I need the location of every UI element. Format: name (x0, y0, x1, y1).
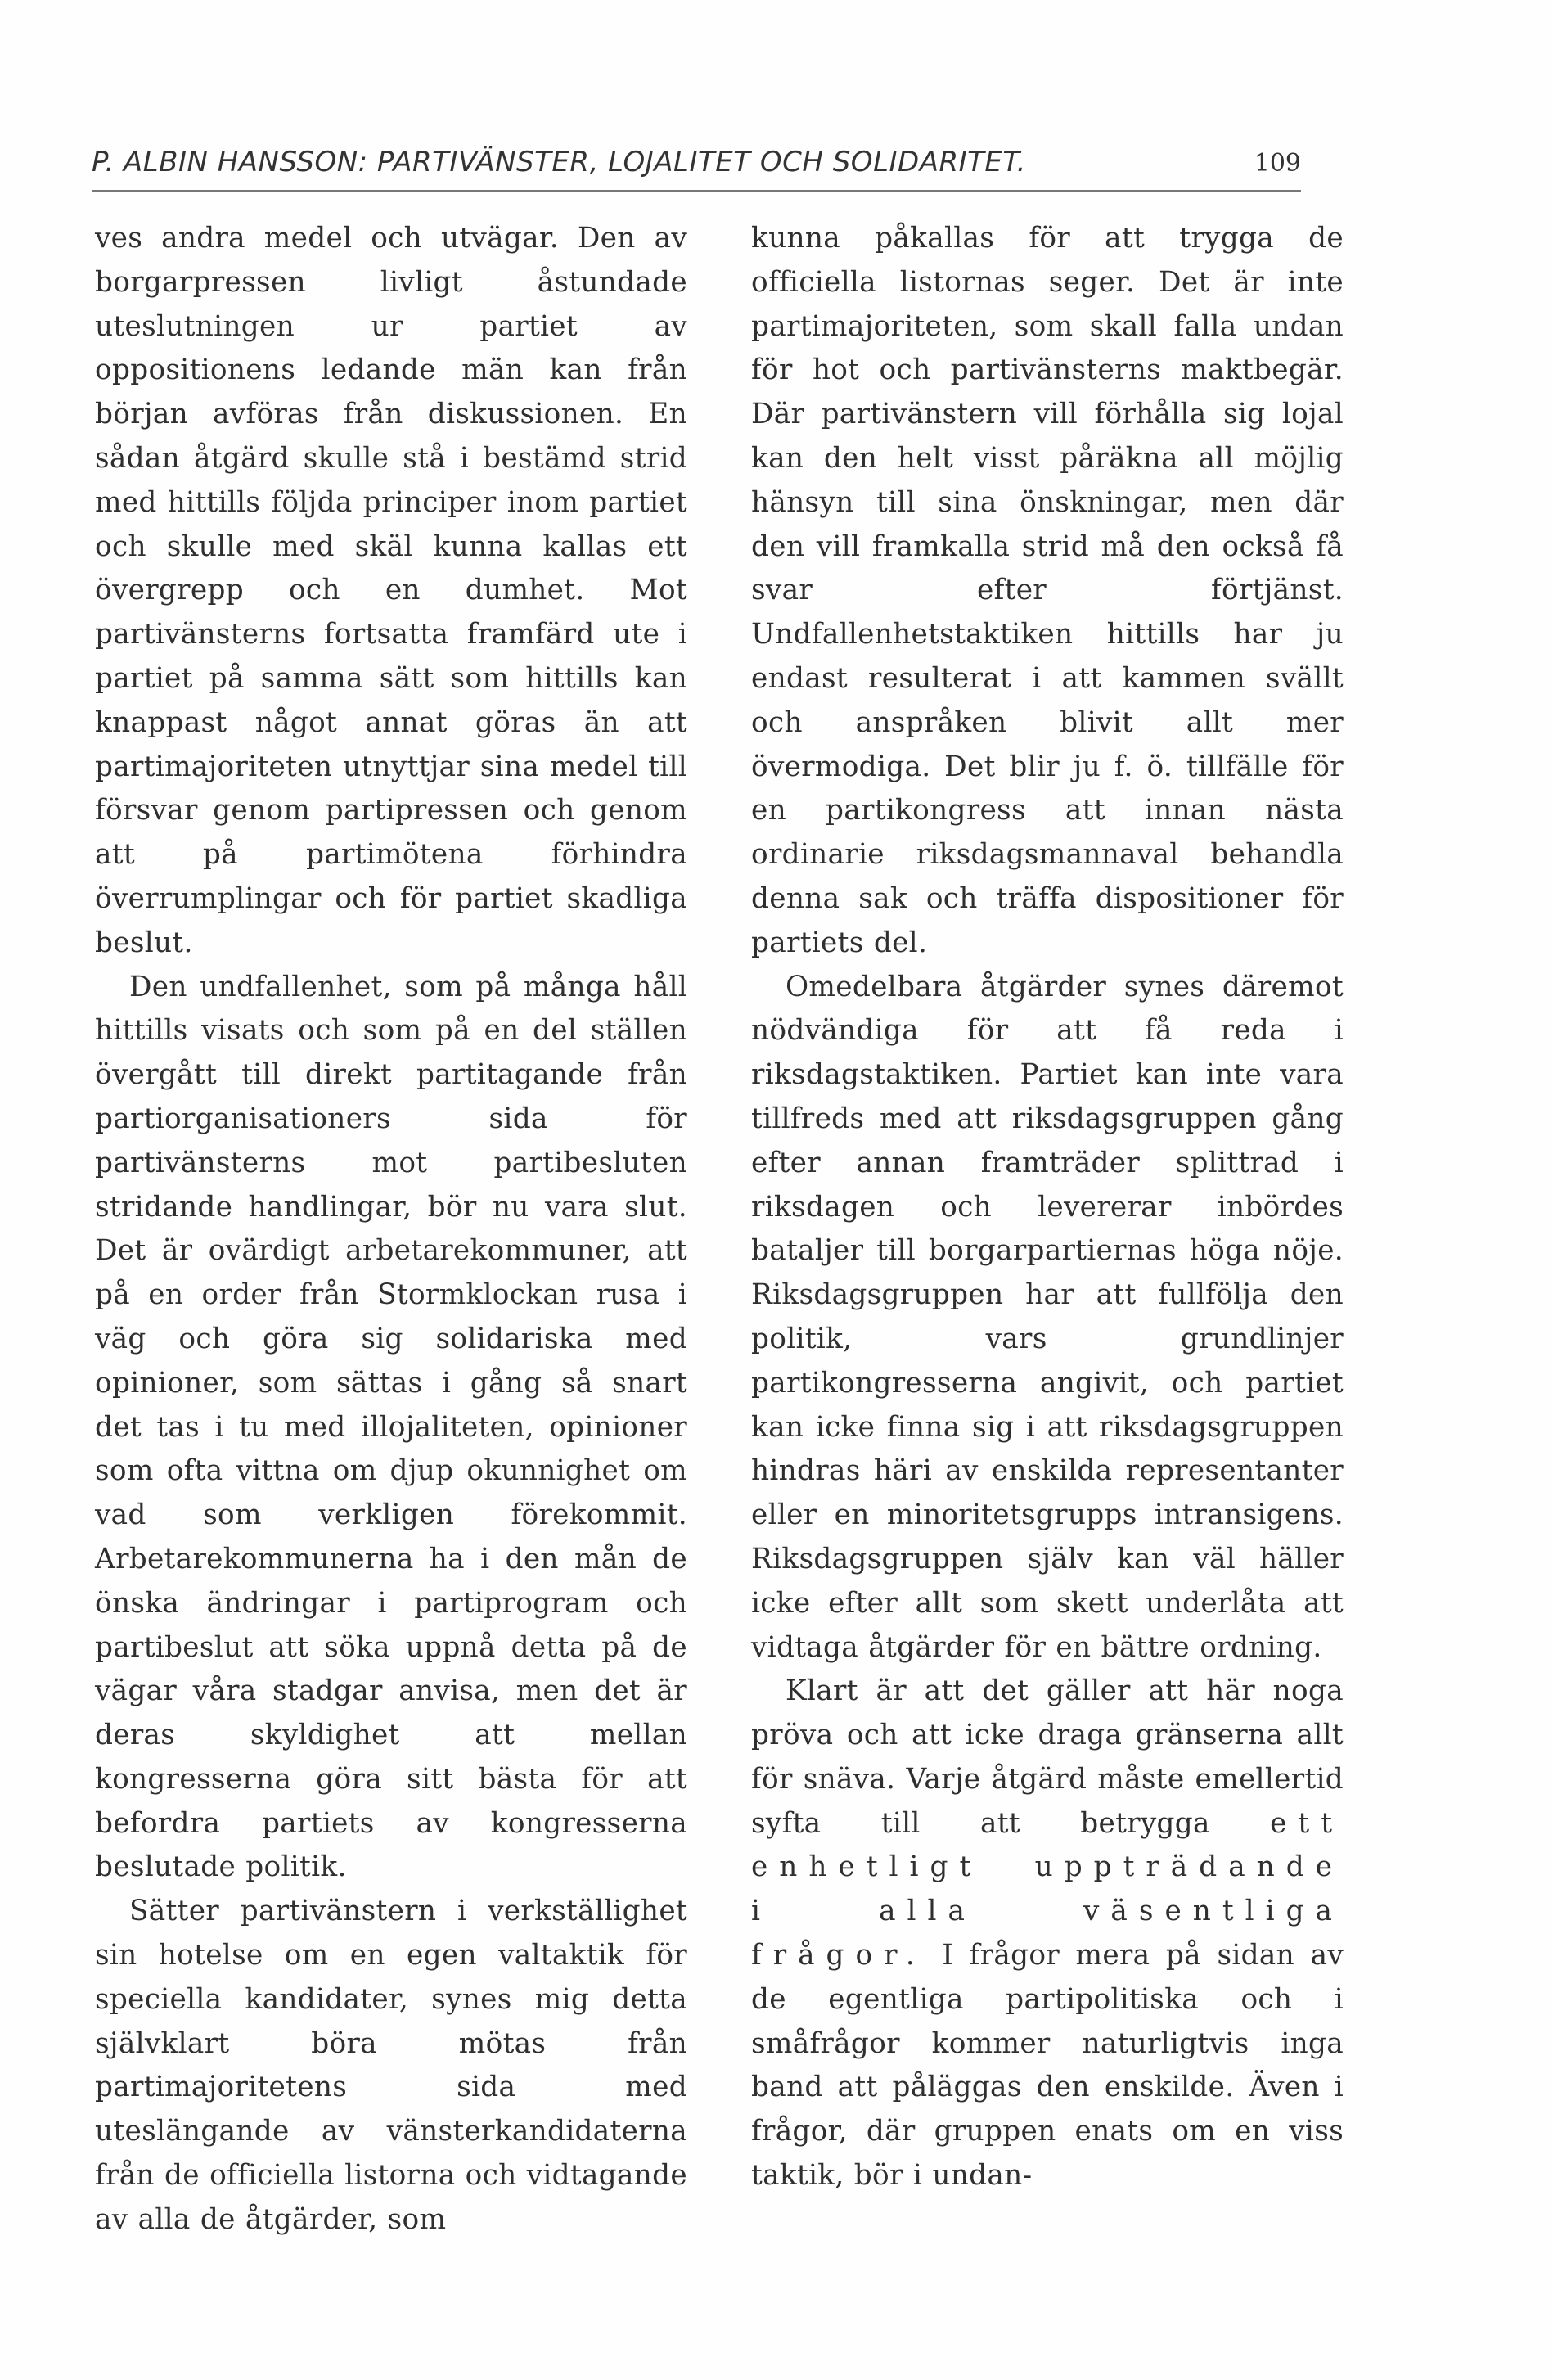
paragraph (751, 1670, 1344, 2198)
paragraph: Omedelbara åtgärder synes däremot nödvändiga för att få reda i riksdagstaktiken. Partiet kan inte vara tillfreds med att riksdagsgruppen gång efter annan framträder splittrad i riksdagen och levererar inbördes bataljer till borgarpartiernas höga nöje. Riksdagsgruppen har att fullfölja den politik, vars grundlinjer partikongresserna angivit, och partiet kan icke finna sig i att riksdagsgruppen hindras häri av enskilda representanter eller en minoritetsgrupps intransigens. Riksdagsgruppen själv kan väl häller icke efter allt som skett underlåta att vidtaga åtgärder för en bättre ordning. (751, 970, 1344, 1664)
running-title: P. ALBIN HANSSON: PARTIVÄNSTER, LOJALITET OCH SOLIDARITET. (92, 146, 1026, 178)
paragraph: kunna påkallas för att trygga de officiella listornas seger. Det är inte partimajoriteten, som skall falla undan för hot och partivänsterns maktbegär. Där partivänstern vill förhålla sig lojal kan den helt visst påräkna all möjlig hänsyn till sina önskningar, men där den vill framkalla strid må den också få svar efter förtjänst. Undfallenhetstaktiken hittills har ju endast resulterat i att kammen svällt och anspråken blivit allt mer övermodiga. Det blir ju f. ö. tillfälle för en partikongress att innan nästa ordinarie riksdagsmannaval behandla denna sak och träffa dispositioner för partiets del. (751, 222, 1344, 959)
spaced-emphasis: ett enhetligt uppträdande i alla väsentliga frågor. (751, 1806, 1344, 1972)
paragraph-text: I frågor mera på sidan av de egentliga partipolitiska och i småfrågor kommer naturligtvis inga band att påläggas den enskilde. Även i frågor, där gruppen enats om en viss taktik, bör i undan- (751, 1939, 1344, 2193)
left-column (95, 217, 687, 2243)
header-rule (92, 190, 1301, 192)
paragraph-text: Klart är att det gäller att här noga pröva och att icke draga gränserna allt för snäva. Varje åtgärd måste emellertid syfta till att betrygga (751, 1675, 1344, 1840)
paragraph: Den undfallenhet, som på många håll hittills visats och som på en del ställen övergått till direkt partitagande från partiorganisationers sida för partivänsterns mot partibesluten stridande handlingar, bör nu vara slut. Det är ovärdigt arbetarekommuner, att på en order från Stormklockan rusa i väg och göra sig solidariska med opinioner, som sättas i gång så snart det tas i tu med illojaliteten, opinioner som ofta vittna om djup okunnighet om vad som verkligen förekommit. Arbetarekommunerna ha i den mån de önska ändringar i partiprogram och partibeslut att söka uppnå detta på de vägar våra stadgar anvisa, men det är deras skyldighet att mellan kongresserna göra sitt bästa för att befordra partiets av kongresserna beslutade politik. (95, 970, 687, 1884)
paragraph: ves andra medel och utvägar. Den av borgarpressen livligt åstundade uteslutningen ur partiet av oppositionens ledande män kan från början avföras från diskussionen. En sådan åtgärd skulle stå i bestämd strid med hittills följda principer inom partiet och skulle med skäl kunna kallas ett övergrepp och en dumhet. Mot partivänsterns fortsatta framfärd ute i partiet på samma sätt som hittills kan knappast något annat göras än att partimajoriteten utnyttjar sina medel till försvar genom partipressen och genom att på partimötena förhindra överrumplingar och för partiet skadliga beslut. (95, 222, 687, 959)
right-column (751, 217, 1344, 2198)
page-number: 109 (1254, 149, 1301, 178)
running-header (92, 146, 1301, 187)
paragraph: Sätter partivänstern i verkställighet sin hotelse om en egen valtaktik för speciella kandidater, synes mig detta självklart böra mötas från partimajoritetens sida med uteslängande av vänsterkandidaterna från de officiella listorna och vidtagande av alla de åtgärder, som (95, 1895, 687, 2236)
